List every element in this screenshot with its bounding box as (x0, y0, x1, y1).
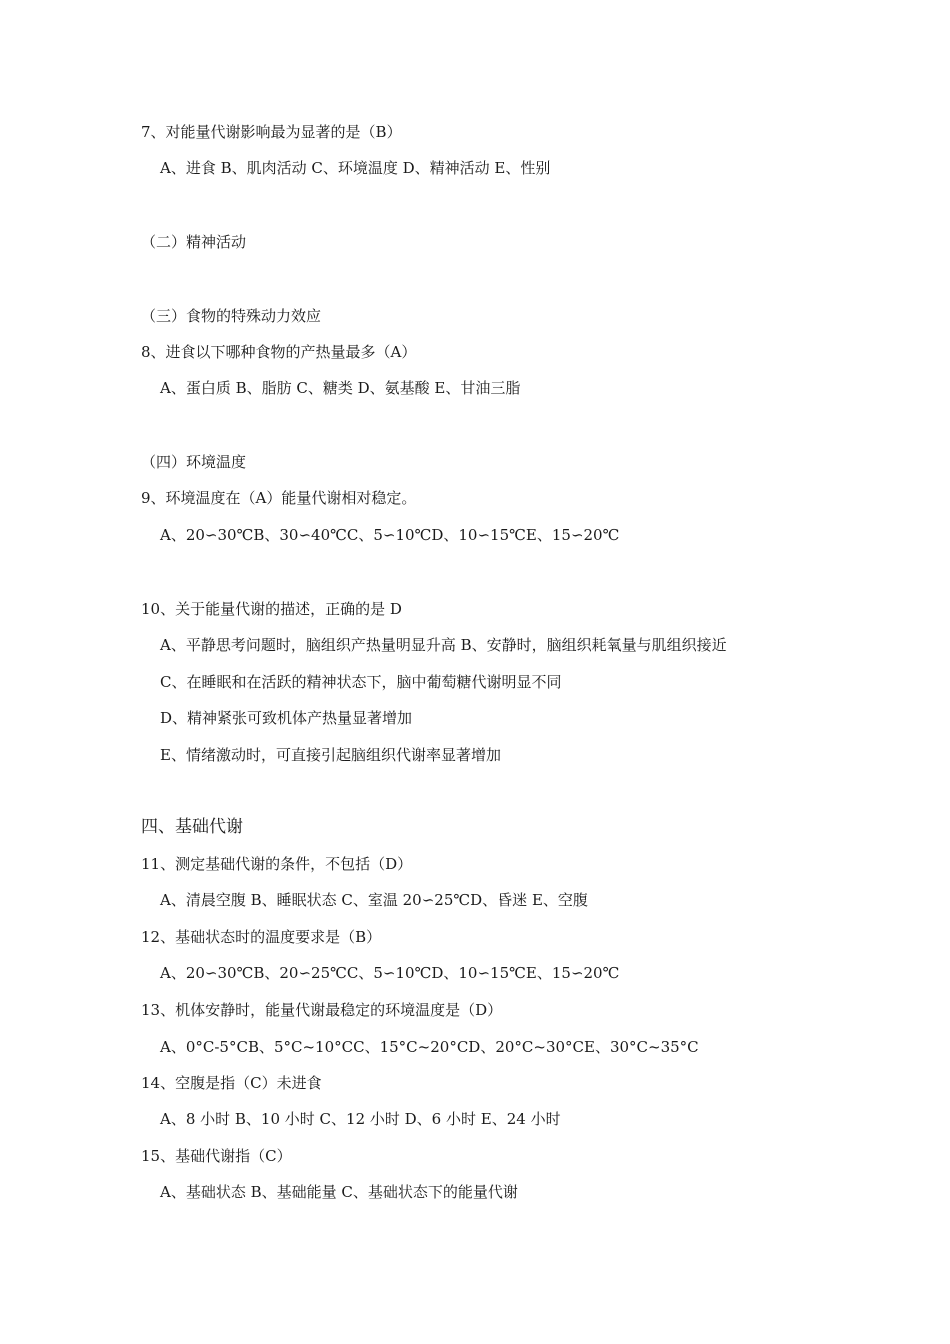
question-7: 7、对能量代谢影响最为显著的是（B） (141, 123, 402, 141)
question-12-options: A、20∽30℃B、20∽25℃C、5∽10℃D、10∽15℃E、15∽20℃ (160, 964, 620, 982)
subsection-3-heading: （三）食物的特殊动力效应 (141, 307, 322, 325)
section-4-heading: 四、基础代谢 (141, 817, 243, 837)
question-11: 11、测定基础代谢的条件，不包括（D） (141, 855, 413, 873)
question-15-options: A、基础状态 B、基础能量 C、基础状态下的能量代谢 (160, 1183, 518, 1201)
question-10-option-e: E、情绪激动时，可直接引起脑组织代谢率显著增加 (160, 746, 501, 764)
question-10-option-c: C、在睡眠和在活跃的精神状态下，脑中葡萄糖代谢明显不同 (160, 673, 562, 691)
question-11-options: A、清晨空腹 B、睡眠状态 C、室温 20∽25℃D、昏迷 E、空腹 (160, 891, 588, 909)
question-9: 9、环境温度在（A）能量代谢相对稳定。 (141, 489, 417, 507)
question-10-option-d: D、精神紧张可致机体产热量显著增加 (160, 709, 413, 727)
question-14: 14、空腹是指（C）未进食 (141, 1074, 322, 1092)
question-14-options: A、8 小时 B、10 小时 C、12 小时 D、6 小时 E、24 小时 (160, 1110, 561, 1128)
question-13-options: A、0°C-5°CB、5°C~10°CC、15°C~20°CD、20°C~30°CE、30°C~35°C (160, 1038, 699, 1056)
question-8-options: A、蛋白质 B、脂肪 C、糖类 D、氨基酸 E、甘油三脂 (160, 379, 521, 397)
question-12: 12、基础状态时的温度要求是（B） (141, 928, 382, 946)
subsection-2-heading: （二）精神活动 (141, 233, 247, 251)
question-15: 15、基础代谢指（C） (141, 1147, 292, 1165)
question-9-options: A、20∽30℃B、30∽40℃C、5∽10℃D、10∽15℃E、15∽20℃ (160, 526, 620, 544)
question-7-options: A、进食 B、肌肉活动 C、环境温度 D、精神活动 E、性别 (160, 159, 551, 177)
question-8: 8、进食以下哪种食物的产热量最多（A） (141, 343, 417, 361)
question-10: 10、关于能量代谢的描述，正确的是 D (141, 600, 402, 618)
question-10-option-ab: A、平静思考问题时，脑组织产热量明显升高 B、安静时，脑组织耗氧量与肌组织接近 (160, 636, 727, 654)
subsection-4-heading: （四）环境温度 (141, 453, 247, 471)
question-13: 13、机体安静时，能量代谢最稳定的环境温度是（D） (141, 1001, 503, 1019)
